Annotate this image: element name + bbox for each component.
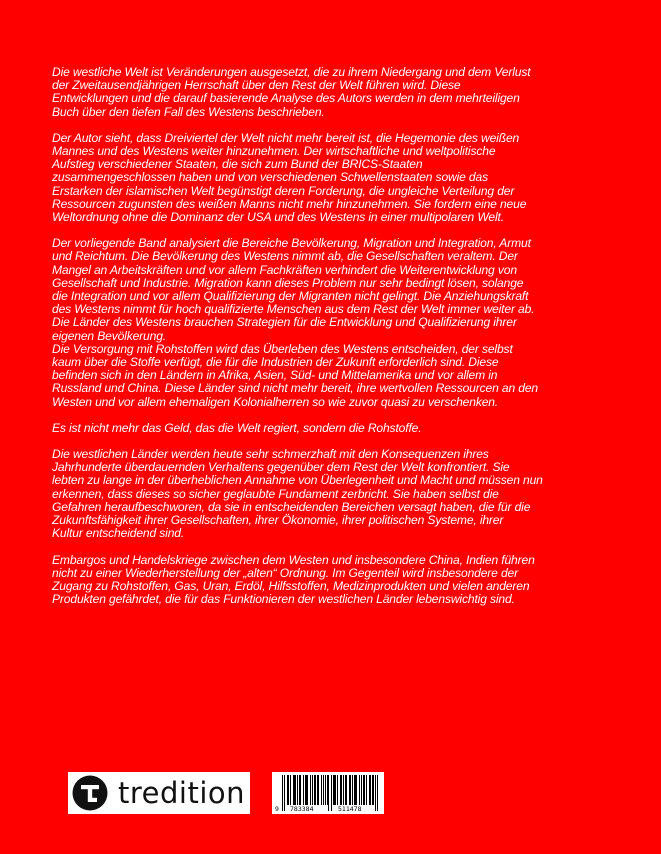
blurb-paragraph <box>52 422 624 435</box>
tredition-t-logo-icon <box>72 775 108 811</box>
blurb-line: nicht zu einer Wiederherstellung der „alten“ Ordnung. Im Gegenteil wird insbesondere der <box>52 565 518 580</box>
blurb-line: Der vorliegende Band analysiert die Bereiche Bevölkerung, Migration und Integration, Armut <box>52 236 531 251</box>
blurb-paragraph <box>52 343 624 409</box>
blurb-line: lebten zu lange in der überheblichen Annahme von Überlegenheit und Macht und müssen nun <box>52 473 543 488</box>
blurb-line: eigenen Bevölkerung. <box>52 328 166 343</box>
blurb-line: Westen und vor allem ehemaligen Kolonialherren so wie zuvor quasi zu verschenken. <box>52 394 499 409</box>
barcode-digits-left: 783384 <box>290 805 314 813</box>
blurb-paragraph <box>52 554 624 607</box>
blurb-line: Gefahren heraufbeschworen, da sie in entscheidenden Bereichen versagt haben, die für die <box>52 499 531 514</box>
blurb-line: und Reichtum. Die Bevölkerung des Westens nimmt ab, die Gesellschaften veraltem. Der <box>52 249 518 264</box>
blurb-line: Die Länder des Westens brauchen Strategien für die Entwicklung und Qualifizierung ihrer <box>52 315 517 330</box>
blurb-line: Mangel an Arbeitskräften und vor allem Fachkräften verhindert die Weiterentwicklung von <box>52 262 517 277</box>
blurb-line: Ressourcen zugunsten des weißen Manns nicht mehr hinzunehmen. Sie fordern eine neue <box>52 196 527 211</box>
blurb-line: die Integration und vor allem Qualifizierung der Migranten nicht gelingt. Die Anziehungskraft <box>52 289 529 304</box>
publisher-logo <box>68 772 250 814</box>
blurb-line: Aufstieg verschiedener Staaten, die sich zum Bund der BRICS-Staaten <box>52 157 423 172</box>
blurb-line: zusammengeschlossen haben und von verschiedenen Schwellenstaaten sowie das <box>52 170 488 185</box>
blurb-line: Die westliche Welt ist Veränderungen ausgesetzt, die zu ihrem Niedergang und dem Verlust <box>52 65 531 79</box>
blurb-line: Die westlichen Länder werden heute sehr schmerzhaft mit den Konsequenzen ihres <box>52 447 489 462</box>
blurb-line: befinden sich in den Ländern in Afrika, Asien, Süd- und Mittelamerika und vor allem in <box>52 368 498 383</box>
barcode-digit-prefix: 9 <box>275 805 279 813</box>
blurb-paragraph <box>52 66 624 119</box>
blurb-line: Russland und China. Diese Länder sind nicht mehr bereit, ihre wertvollen Ressourcen an den <box>52 381 538 396</box>
blurb-line: Die Versorgung mit Rohstoffen wird das Überleben des Westens entscheiden, der selbst <box>52 341 513 356</box>
blurb-line: Jahrhunderte überdauernden Verhaltens gegenüber dem Rest der Welt konfrontiert. Sie <box>52 460 510 475</box>
blurb-paragraph <box>52 448 624 540</box>
blurb-text <box>52 66 624 606</box>
blurb-line: Gesellschaft und Industrie. Migration kann dieses Problem nur sehr bedingt lösen, solange <box>52 275 524 290</box>
blurb-line: Mannes und des Westens weiter hinzunehmen. Der wirtschaftliche und weltpolitische <box>52 144 496 159</box>
blurb-line: der Zweitausendjährigen Herrschaft über den Rest der Welt führen wird. Diese <box>52 78 461 93</box>
blurb-line: des Westens nimmt für hoch qualifizierte Menschen aus dem Rest der Welt immer weiter ab. <box>52 302 535 317</box>
blurb-line: Erstarken der islamischen Welt begünstigt deren Forderung, die ungleiche Verteilung der <box>52 183 515 198</box>
blurb-line: Kultur entscheidend sind. <box>52 526 185 541</box>
blurb-line: Zukunftsfähigkeit ihrer Gesellschaften, ihrer Ökonomie, ihrer politischen Systeme, ihrer <box>52 513 504 528</box>
blurb-line: kaum über die Stoffe verfügt, die für die Industrien der Zukunft erforderlich sind. Diese <box>52 355 499 370</box>
barcode-digits <box>272 804 384 813</box>
blurb-line: Embargos und Handelskriege zwischen dem Westen und insbesondere China, Indien führen <box>52 552 535 567</box>
blurb-line: Es ist nicht mehr das Geld, das die Welt regiert, sondern die Rohstoffe. <box>52 420 422 435</box>
blurb-paragraph <box>52 237 624 343</box>
blurb-line: Produkten gefährdet, die für das Funktionieren der westlichen Länder lebenswichtig sind. <box>52 592 515 607</box>
blurb-line: Zugang zu Rohstoffen, Gas, Uran, Erdöl, Hilfsstoffen, Medizinprodukten und vielen anderen <box>52 578 530 593</box>
isbn-barcode <box>272 772 384 814</box>
publisher-name: tredition <box>118 775 246 810</box>
blurb-line: Der Autor sieht, dass Dreiviertel der Welt nicht mehr bereit ist, die Hegemonie des weißen <box>52 130 520 145</box>
barcode-digits-right: 511478 <box>338 805 362 813</box>
blurb-line: erkennen, dass dieses so sicher geglaubte Fundament zerbricht. Sie haben selbst die <box>52 486 499 501</box>
blurb-paragraph <box>52 132 624 224</box>
blurb-line: Entwicklungen und die darauf basierende Analyse des Autors werden in dem mehrteiligen <box>52 91 520 106</box>
blurb-line: Weltordnung ohne die Dominanz der USA und des Westens in einer multipolaren Welt. <box>52 210 504 225</box>
blurb-line: Buch über den tiefen Fall des Westens beschrieben. <box>52 104 325 119</box>
